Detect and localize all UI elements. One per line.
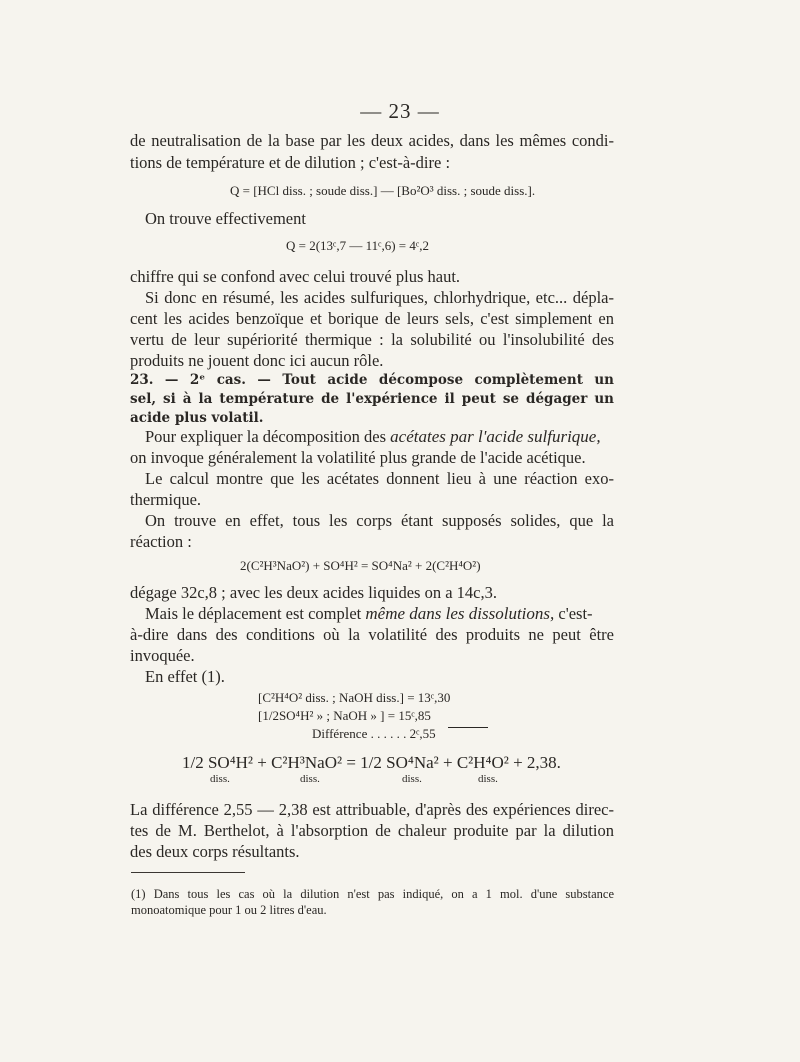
footnote-line: monoatomique pour 1 ou 2 litres d'eau. — [131, 903, 327, 917]
page-number: — 23 — — [360, 99, 440, 123]
diss-label: diss. — [402, 773, 422, 785]
text-line: On trouve effectivement — [145, 209, 306, 228]
text-line: des deux corps résultants. — [130, 842, 300, 861]
diss-label: diss. — [478, 773, 498, 785]
text-line: cent les acides benzoïque et borique de leurs sels, c'est simplement en — [130, 309, 614, 328]
text-line: La différence 2,55 — 2,38 est attribuable, d'après des expériences direc- — [130, 800, 614, 819]
formula-reaction: 2(C²H³NaO²) + SO⁴H² = SO⁴Na² + 2(C²H⁴O²) — [240, 558, 481, 573]
text-line: de neutralisation de la base par les deux acides, dans les mêmes condi- — [130, 131, 614, 150]
text-line: produits ne jouent donc ici aucun rôle. — [130, 351, 384, 370]
text-line: thermique. — [130, 490, 202, 509]
diss-label: diss. — [210, 773, 230, 785]
text-line: tions de température et de dilution ; c'est-à-dire : — [130, 153, 451, 172]
footnote-separator — [131, 872, 245, 873]
text-line: dégage 32c,8 ; avec les deux acides liquides on a 14c,3. — [130, 583, 497, 602]
text-line: on invoque généralement la volatilité plus grande de l'acide acétique. — [130, 448, 586, 467]
text-line: Le calcul montre que les acétates donnent lieu à une réaction exo- — [145, 469, 614, 488]
table-row: [1/2SO⁴H² » ; NaOH » ] = 15ᶜ,85 — [258, 708, 431, 723]
italic-span: acétates par l'acide sulfurique, — [390, 427, 601, 446]
formula-q-value: Q = 2(13ᶜ,7 — 11ᶜ,6) = 4ᶜ,2 — [286, 238, 429, 253]
table-row: [C²H⁴O² diss. ; NaOH diss.] = 13ᶜ,30 — [258, 690, 451, 705]
footnote-line: (1) Dans tous les cas où la dilution n'est pas indiqué, on a 1 mol. d'une substance — [131, 887, 614, 901]
text-line — [145, 603, 593, 624]
text-span: Mais le déplacement est complet — [145, 604, 366, 623]
text-line: à-dire dans des conditions où la volatilité des produits ne peut être — [130, 625, 614, 644]
section-heading-line: acide plus volatil. — [130, 410, 264, 426]
diss-label: diss. — [300, 773, 320, 785]
text-span: Pour expliquer la décomposition des — [145, 427, 391, 446]
equation: 1/2 SO⁴H² + C²H³NaO² = 1/2 SO⁴Na² + C²H⁴O² + 2,38. — [182, 753, 561, 772]
text-line: tes de M. Berthelot, à l'absorption de chaleur produite par la dilution — [130, 821, 614, 840]
italic-span: même dans les dissolutions, — [365, 604, 555, 623]
difference-rule — [448, 727, 488, 728]
text-line — [145, 426, 601, 447]
text-line: Si donc en résumé, les acides sulfuriques, chlorhydrique, etc... dépla- — [145, 288, 614, 307]
text-line: On trouve en effet, tous les corps étant supposés solides, que la — [145, 511, 614, 530]
text-span: c'est- — [554, 604, 593, 623]
text-line: En effet (1). — [145, 667, 225, 686]
text-line: chiffre qui se confond avec celui trouvé plus haut. — [130, 267, 461, 286]
text-line: réaction : — [130, 532, 192, 551]
section-heading-line: sel, si à la température de l'expérience il peut se dégager un — [130, 391, 614, 407]
formula-q: Q = [HCl diss. ; soude diss.] — [Bo²O³ diss. ; soude diss.]. — [230, 183, 536, 198]
table-row-difference: Différence . . . . . . 2ᶜ,55 — [312, 726, 436, 741]
section-heading-line: 23. — 2ᵉ cas. — Tout acide décompose complètement un — [130, 372, 614, 388]
text-line: vertu de leur supériorité thermique : la solubilité ou l'insolubilité des — [130, 330, 614, 349]
text-line: invoquée. — [130, 646, 195, 665]
